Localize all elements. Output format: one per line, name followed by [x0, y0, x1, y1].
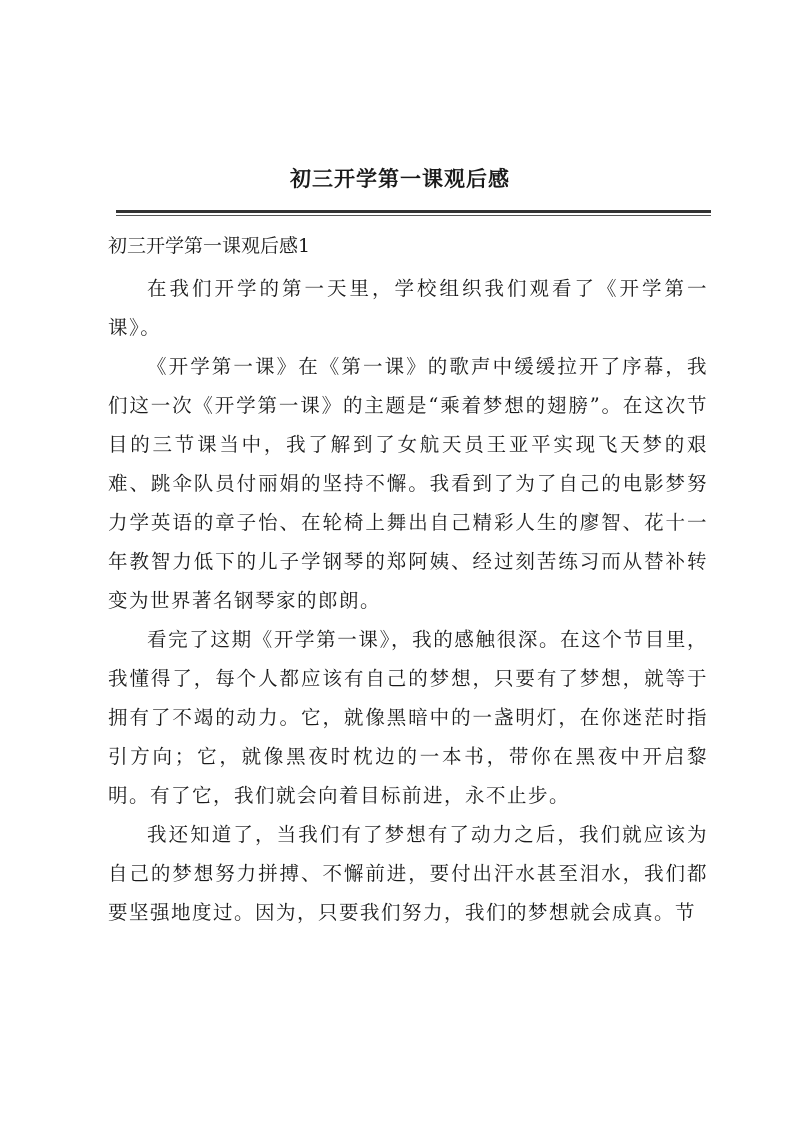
- paragraph: 看完了这期《开学第一课》，我的感触很深。在这个节目里，我懂得了，每个人都应该有自己的梦想，只要有了梦想，就等于拥有了不竭的动力。它，就像黑暗中的一盏明灯，在你迷茫时指引方向；它，就像黑夜时枕边的一本书，带你在黑夜中开启黎明。有了它，我们就会向着目标前进，永不止步。: [108, 628, 708, 807]
- section-heading: 初三开学第一课观后感1: [108, 235, 311, 257]
- document-body: [108, 269, 708, 932]
- paragraph: 在我们开学的第一天里，学校组织我们观看了《开学第一课》。: [108, 277, 708, 339]
- document-title: 初三开学第一课观后感: [290, 166, 510, 191]
- paragraph: 我还知道了，当我们有了梦想有了动力之后，我们就应该为自己的梦想努力拼搏、不懈前进，要付出汗水甚至泪水，我们都要坚强地度过。因为，只要我们努力，我们的梦想就会成真。节: [108, 823, 708, 924]
- paragraph: 《开学第一课》在《第一课》的歌声中缓缓拉开了序幕，我们这一次《开学第一课》的主题是“乘着梦想的翅膀”。在这次节目的三节课当中，我了解到了女航天员王亚平实现飞天梦的艰难、跳伞队员付丽娟的坚持不懈。我看到了为了自己的电影梦努力学英语的章子怡、在轮椅上舞出自己精彩人生的廖智、花十一年教智力低下的儿子学钢琴的郑阿姨、经过刻苦练习而从替补转变为世界著名钢琴家的郎朗。: [108, 355, 708, 612]
- title-divider-thin: [116, 215, 711, 216]
- title-divider: [116, 210, 711, 213]
